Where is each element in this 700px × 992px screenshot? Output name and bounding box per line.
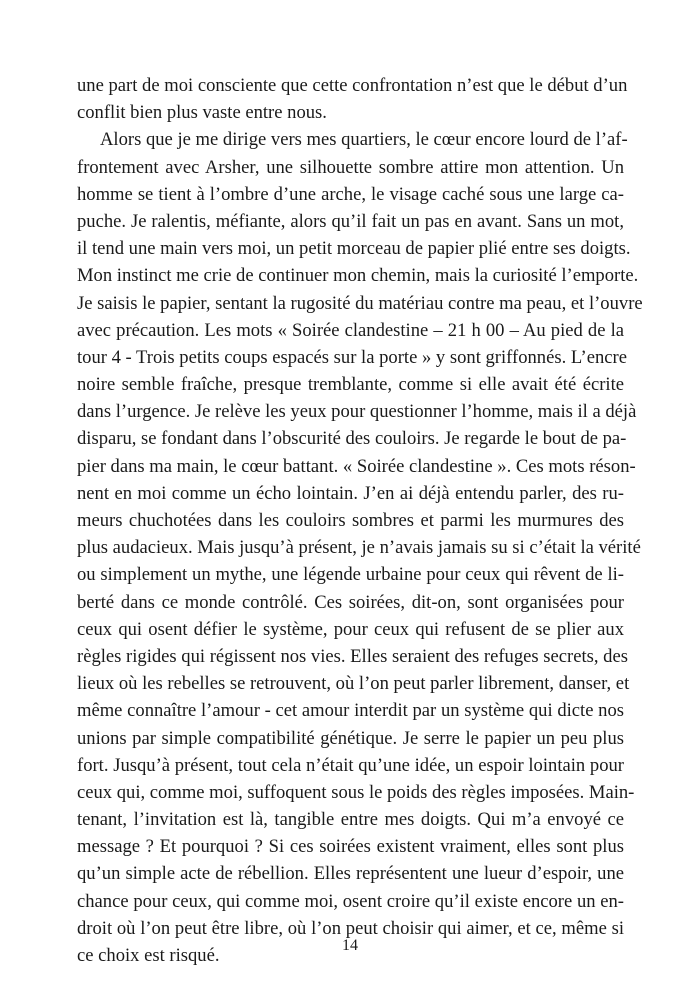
text-line-30: qu’un simple acte de rébellion. Elles représentent une lueur d’espoir, une — [77, 863, 624, 885]
text-line-14: disparu, se fondant dans l’obscurité des couloirs. Je regarde le bout de pa- — [77, 428, 627, 450]
text-line-11: tour 4 - Trois petits coups espacés sur la porte » y sont griffonnés. L’encre — [77, 346, 627, 368]
text-line-6: puche. Je ralentis, méfiante, alors qu’il fait un pas en avant. Sans un mot, — [77, 210, 624, 232]
text-line-26: fort. Jusqu’à présent, tout cela n’était qu’une idée, un espoir lointain pour — [77, 754, 624, 776]
text-line-7: il tend une main vers moi, un petit morceau de papier plié entre ses doigts. — [77, 238, 631, 260]
text-line-33: ce choix est risqué. — [77, 945, 220, 966]
text-line-5: homme se tient à l’ombre d’une arche, le visage caché sous une large ca- — [77, 183, 624, 205]
text-line-17: meurs chuchotées dans les couloirs sombres et parmi les murmures des — [77, 510, 624, 531]
text-line-31: chance pour ceux, qui comme moi, osent croire qu’il existe encore un en- — [77, 890, 624, 912]
text-line-28: tenant, l’invitation est là, tangible entre mes doigts. Qui m’a envoyé ce — [77, 809, 624, 831]
text-line-16: nent en moi comme un écho lointain. J’en ai déjà entendu parler, des ru- — [77, 482, 624, 504]
text-line-13: dans l’urgence. Je relève les yeux pour questionner l’homme, mais il a déjà — [77, 401, 637, 423]
text-line-27: ceux qui, comme moi, suffoquent sous le poids des règles imposées. Main- — [77, 781, 635, 803]
text-line-8: Mon instinct me crie de continuer mon chemin, mais la curiosité l’emporte. — [77, 265, 639, 287]
text-line-25: unions par simple compatibilité génétique. Je serre le papier un peu plus — [77, 727, 624, 749]
text-line-22: règles rigides qui régissent nos vies. Elles seraient des refuges secrets, des — [77, 645, 628, 667]
page-body — [77, 72, 643, 969]
text-line-29: message ? Et pourquoi ? Si ces soirées existent vraiment, elles sont plus — [77, 836, 624, 858]
text-line-32: droit où l’on peut être libre, où l’on peut choisir qui aimer, et ce, même si — [77, 917, 624, 939]
text-line-9: Je saisis le papier, sentant la rugosité du matériau contre ma peau, et l’ouvre — [77, 292, 643, 314]
text-line-18: plus audacieux. Mais jusqu’à présent, je n’avais jamais su si c’était la vérité — [77, 537, 641, 559]
text-line-23: lieux où les rebelles se retrouvent, où l’on peut parler librement, danser, et — [77, 673, 630, 695]
text-line-12: noire semble fraîche, presque tremblante, comme si elle avait été écrite — [77, 374, 624, 396]
text-line-19: ou simplement un mythe, une légende urbaine pour ceux qui rêvent de li- — [77, 564, 624, 586]
text-line-3: Alors que je me dirige vers mes quartiers, le cœur encore lourd de l’af- — [100, 129, 628, 151]
text-line-4: frontement avec Arsher, une silhouette sombre attire mon attention. Un — [77, 156, 624, 178]
text-line-15: pier dans ma main, le cœur battant. « Soirée clandestine ». Ces mots réson- — [77, 455, 636, 477]
text-line-21: ceux qui osent défier le système, pour ceux qui refusent de se plier aux — [77, 618, 624, 640]
text-line-1: une part de moi consciente que cette confrontation n’est que le début d’un — [77, 75, 628, 96]
text-line-24: même connaître l’amour - cet amour interdit par un système qui dicte nos — [77, 700, 624, 722]
text-line-2: conflit bien plus vaste entre nous. — [77, 102, 327, 124]
text-line-20: berté dans ce monde contrôlé. Ces soirées, dit-on, sont organisées pour — [77, 591, 624, 613]
page-number: 14 — [342, 937, 358, 954]
text-line-10: avec précaution. Les mots « Soirée clandestine – 21 h 00 – Au pied de la — [77, 319, 624, 341]
